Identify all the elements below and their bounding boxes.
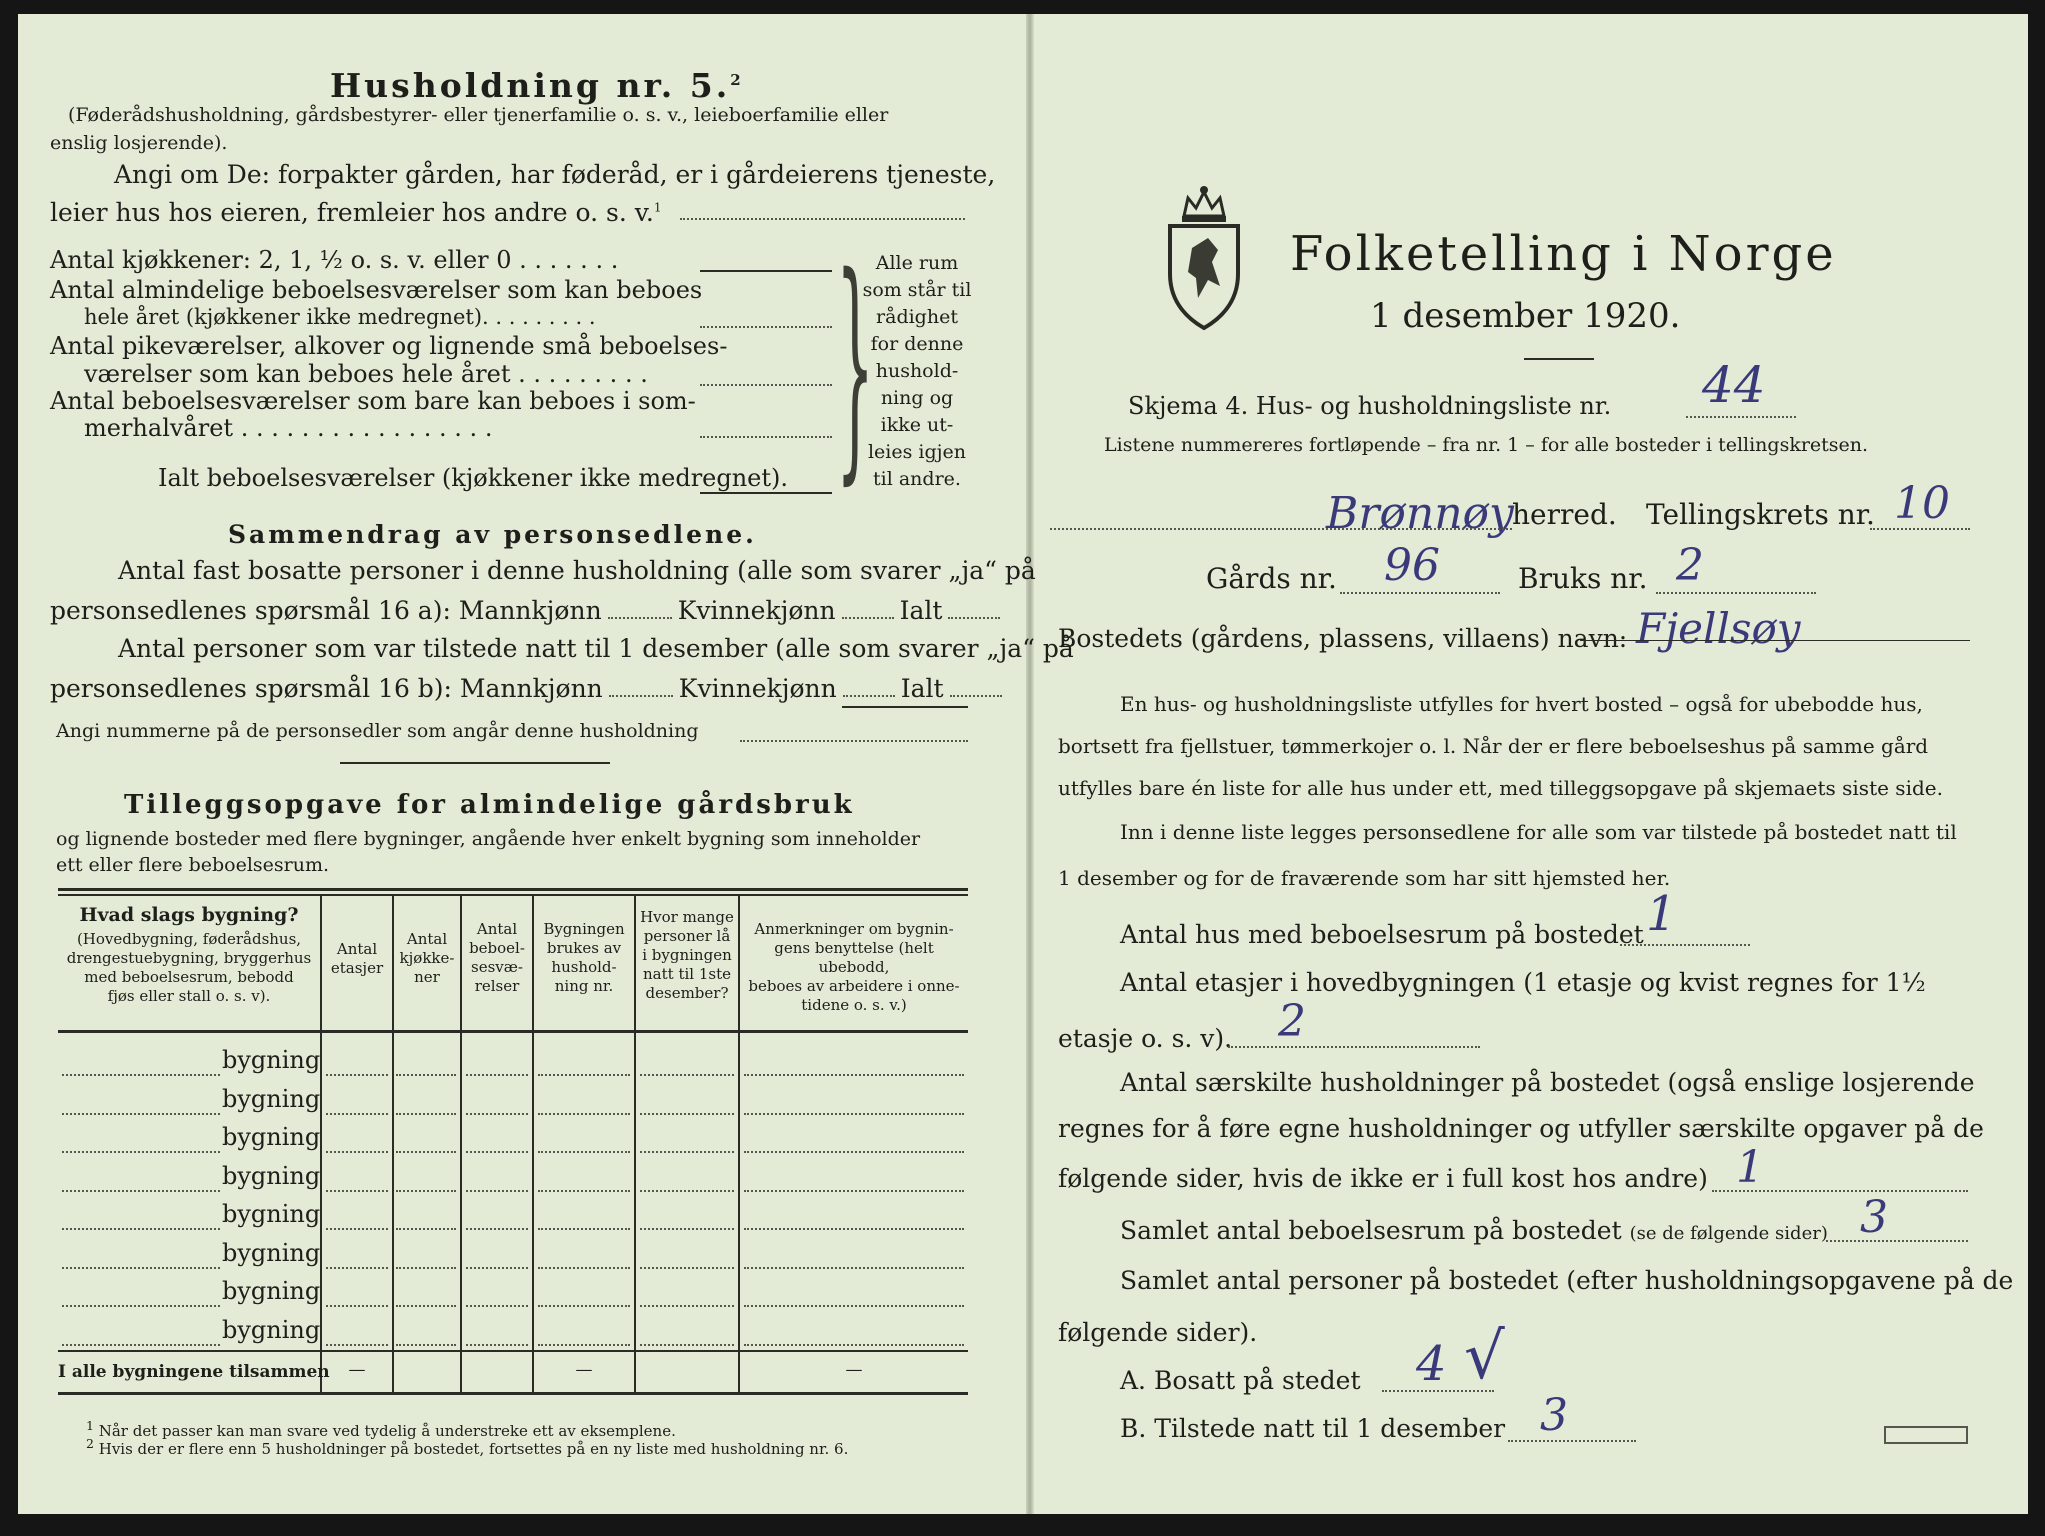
samlet-pers-line-1: Samlet antal personer på bostedet (efter husholdningsopgavene på de <box>1120 1266 2014 1295</box>
bygning-row-line <box>62 1344 220 1346</box>
table-top-rule-2 <box>58 894 968 896</box>
hus-label: Antal hus med beboelsesrum på bostedet <box>1120 920 1644 949</box>
bygning-cell-line <box>326 1267 388 1269</box>
skjema-value: 44 <box>1702 356 1766 414</box>
samlet-rum-value: 3 <box>1860 1192 1888 1243</box>
etasjer-line-1: Antal etasjer i hovedbygningen (1 etasje og kvist regnes for 1½ <box>1120 968 1926 997</box>
bygning-row-label: bygning <box>222 1046 321 1074</box>
check-mark-icon: √ <box>1464 1320 1505 1394</box>
bygning-cell-line <box>396 1190 456 1192</box>
bostedets-label: Bostedets (gårdens, plassens, villaens) navn: <box>1058 624 1628 653</box>
bygning-cell-line <box>326 1190 388 1192</box>
bygning-row-label: bygning <box>222 1239 321 1267</box>
bygning-cell-line <box>396 1074 456 1076</box>
bygning-cell-line <box>744 1190 964 1192</box>
bygning-cell-line <box>538 1305 630 1307</box>
sammendrag-line-5: Angi nummerne på de personsedler som angår denne husholdning <box>56 720 699 742</box>
tilstede-value: 3 <box>1540 1390 1568 1441</box>
bygning-cell-line <box>538 1228 630 1230</box>
bygning-cell-line <box>538 1344 630 1346</box>
bygning-cell-line <box>640 1151 734 1153</box>
bygning-row-line <box>62 1190 220 1192</box>
coat-of-arms-icon <box>1162 182 1246 332</box>
bygning-cell-line <box>466 1267 528 1269</box>
hus-value: 1 <box>1646 886 1677 942</box>
bygning-row-line <box>62 1228 220 1230</box>
brace-icon: } <box>836 225 875 505</box>
total-anmerkninger-dash: — <box>845 1360 863 1380</box>
bostedets-value: Fjellsøy <box>1636 604 1801 653</box>
census-date: 1 desember 1920. <box>1370 296 1681 336</box>
angi-line-2: leier hus hos eieren, fremleier hos andre o. s. v.$^1$ <box>50 198 662 227</box>
bygning-cell-line <box>538 1190 630 1192</box>
rooms-answer-line-3 <box>700 436 832 438</box>
total-husholdning-dash: — <box>575 1360 593 1380</box>
tillegg-title: Tilleggsopgave for almindelige gårdsbruk <box>124 790 855 820</box>
bygning-cell-line <box>326 1305 388 1307</box>
rooms-answer-line-2 <box>700 384 832 386</box>
ialt-rooms-label: Ialt beboelsesværelser (kjøkkener ikke medregnet). <box>158 464 789 492</box>
side-note: Alle rum som står til rådighet for denne hushold- ning og ikke ut- leies igjen til andre. <box>862 252 972 490</box>
rooms-line-1: Antal kjøkkener: 2, 1, ½ o. s. v. eller 0 . . . . . . . <box>50 246 619 274</box>
tillegg-line-1: og lignende bosteder med flere bygninger, angående hver enkelt bygning som inneholder <box>56 828 921 850</box>
tilstede-line <box>1508 1440 1636 1442</box>
sammendrag-title: Sammendrag av personsedlene. <box>228 520 757 549</box>
title-rule <box>1524 358 1594 360</box>
rooms-line-3: hele året (kjøkkener ikke medregnet). . . . . . . . . <box>84 305 596 329</box>
bostedets-line <box>1580 640 1970 641</box>
bygning-row-line <box>62 1074 220 1076</box>
table-header-personer: Hvor mange personer lå i bygningen natt til 1ste desember? <box>640 908 734 1002</box>
tilstede-label: B. Tilstede natt til 1 desember <box>1120 1414 1506 1443</box>
sammendrag-line-3: Antal personer som var tilstede natt til 1 desember (alle som svarer „ja“ på <box>118 634 1074 663</box>
samlet-rum-answer-line <box>1826 1240 1968 1242</box>
samlet-pers-line-2: følgende sider). <box>1058 1318 1258 1347</box>
tellingskrets-value: 10 <box>1894 478 1950 529</box>
printer-stamp <box>1884 1426 1968 1444</box>
bygning-cell-line <box>640 1190 734 1192</box>
bygning-cell-line <box>466 1344 528 1346</box>
bygning-row-line <box>62 1113 220 1115</box>
herred-value: Brønnøy <box>1326 488 1514 539</box>
bygning-cell-line <box>640 1267 734 1269</box>
bygning-row-line <box>62 1151 220 1153</box>
table-total-label: I alle bygningene tilsammen <box>58 1362 330 1382</box>
angi-line-1: Angi om De: forpakter gården, har føderåd, er i gårdeierens tjeneste, <box>114 160 996 189</box>
rooms-answer-line-1 <box>700 326 832 328</box>
bygning-cell-line <box>538 1151 630 1153</box>
husholdninger-line-1: Antal særskilte husholdninger på bostedet (også enslige losjerende <box>1120 1068 1975 1097</box>
table-col1-sub: (Hovedbygning, føderådshus, drengestuebygning, bryggerhus med beboelsesrum, bebodd fjøs eller stall o. s. v). <box>66 930 312 1005</box>
herred-line <box>1050 528 1512 530</box>
bosatt-value: 4 <box>1416 1336 1447 1392</box>
page-fold <box>1026 14 1034 1514</box>
table-header-kjokkener: Antal kjøkke- ner <box>399 930 455 986</box>
rooms-line-2: Antal almindelige beboelsesværelser som kan beboes <box>50 276 703 304</box>
bygning-row-label: bygning <box>222 1085 321 1113</box>
bygning-row-label: bygning <box>222 1162 321 1190</box>
instructions-1: En hus- og husholdningsliste utfylles for hvert bosted – også for ubebodde hus, <box>1120 692 1923 716</box>
gards-value: 96 <box>1384 540 1440 591</box>
bosatt-label: A. Bosatt på stedet <box>1120 1366 1361 1395</box>
household-title: Husholdning nr. 5.$^2$ <box>330 66 744 105</box>
husholdninger-value: 1 <box>1736 1142 1764 1193</box>
bygning-cell-line <box>640 1305 734 1307</box>
etasjer-line-2: etasje o. s. v). <box>1058 1024 1233 1053</box>
table-header-anmerkninger: Anmerkninger om bygnin- gens benyttelse (helt ubebodd, beboes av arbeidere i onne- tidene o. s. v.) <box>748 920 960 1014</box>
husholdninger-answer-line <box>1712 1190 1968 1192</box>
sammendrag-underline <box>842 706 968 708</box>
bygning-cell-line <box>466 1305 528 1307</box>
bygning-cell-line <box>538 1267 630 1269</box>
instructions-2: bortsett fra fjellstuer, tømmerkojer o. l. Når der er flere beboelseshus på samme gård <box>1058 734 1929 758</box>
tellingskrets-line <box>1870 528 1970 530</box>
herred-label: herred. <box>1512 498 1617 531</box>
bygning-cell-line <box>744 1267 964 1269</box>
bygning-row-label: bygning <box>222 1200 321 1228</box>
rooms-line-7: merhalvåret . . . . . . . . . . . . . . . . . <box>84 414 493 442</box>
bygning-row-line <box>62 1267 220 1269</box>
bygning-cell-line <box>640 1228 734 1230</box>
bygning-cell-line <box>640 1074 734 1076</box>
table-header-husholdning: Bygningen brukes av hushold- ning nr. <box>543 920 625 995</box>
gards-line <box>1340 592 1500 594</box>
instructions-5: 1 desember og for de fraværende som har sitt hjemsted her. <box>1058 866 1671 890</box>
husholdninger-line-2: regnes for å føre egne husholdninger og utfyller særskilte opgaver på de <box>1058 1114 1984 1143</box>
bygning-cell-line <box>396 1228 456 1230</box>
table-col1-title: Hvad slags bygning? <box>79 904 299 926</box>
sammendrag-line-2: personsedlenes spørsmål 16 a): Mannkjønn Kvinnekjønn Ialt <box>50 596 1000 625</box>
bygning-row-line <box>62 1305 220 1307</box>
bygning-cell-line <box>640 1113 734 1115</box>
bygning-cell-line <box>538 1113 630 1115</box>
bygning-row-label: bygning <box>222 1316 321 1344</box>
etasjer-answer-line <box>1228 1046 1480 1048</box>
table-bottom-rule <box>58 1392 968 1395</box>
bygning-cell-line <box>466 1151 528 1153</box>
bygning-cell-line <box>396 1113 456 1115</box>
bygning-cell-line <box>396 1344 456 1346</box>
ialt-rooms-answer-line <box>700 492 832 494</box>
bygning-cell-line <box>744 1228 964 1230</box>
sammendrag-line-1: Antal fast bosatte personer i denne husholdning (alle som svarer „ja“ på <box>118 556 1036 585</box>
kitchens-answer-line <box>700 270 832 272</box>
bruks-value: 2 <box>1676 540 1704 591</box>
bygning-cell-line <box>326 1344 388 1346</box>
left-page <box>18 14 1030 1514</box>
nummerne-answer-line <box>740 740 968 742</box>
census-title: Folketelling i Norge <box>1290 226 1837 282</box>
skjema-label: Skjema 4. Hus- og husholdningsliste nr. <box>1128 392 1612 420</box>
section-divider <box>340 762 610 764</box>
bygning-cell-line <box>538 1074 630 1076</box>
total-etasjer-dash: — <box>348 1360 366 1380</box>
bygning-cell-line <box>466 1113 528 1115</box>
angi-answer-line <box>680 218 965 220</box>
table-header-rule <box>58 1030 968 1033</box>
bygning-cell-line <box>744 1151 964 1153</box>
bygning-cell-line <box>466 1074 528 1076</box>
gards-label: Gårds nr. <box>1206 562 1337 595</box>
table-header-etasjer: Antal etasjer <box>330 940 384 977</box>
husholdninger-line-3: følgende sider, hvis de ikke er i full kost hos andre) <box>1058 1164 1708 1193</box>
etasjer-value: 2 <box>1278 996 1306 1047</box>
bygning-cell-line <box>326 1113 388 1115</box>
bruks-label: Bruks nr. <box>1518 562 1648 595</box>
bygning-cell-line <box>326 1074 388 1076</box>
listene-note: Listene nummereres fortløpende – fra nr. 1 – for alle bosteder i tellingskretsen. <box>1104 434 1869 456</box>
bygning-cell-line <box>326 1228 388 1230</box>
sammendrag-line-4: personsedlenes spørsmål 16 b): Mannkjønn Kvinnekjønn Ialt <box>50 674 1002 703</box>
skjema-line <box>1686 416 1796 418</box>
bygning-cell-line <box>744 1074 964 1076</box>
footnote-2: $^2$ Hvis der er flere enn 5 husholdninger på bostedet, fortsettes på en ny liste med husholdning nr. 6. <box>86 1436 849 1458</box>
rooms-line-4: Antal pikeværelser, alkover og lignende små beboelses- <box>50 332 728 360</box>
household-intro-2: enslig losjerende). <box>50 132 228 154</box>
table-header-vaerelser: Antal beboel- sesvæ- relser <box>469 920 525 995</box>
instructions-4: Inn i denne liste legges personsedlene for alle som var tilstede på bostedet natt til <box>1120 820 1957 844</box>
bruks-line <box>1656 592 1816 594</box>
bygning-cell-line <box>466 1190 528 1192</box>
bygning-cell-line <box>396 1267 456 1269</box>
table-total-rule <box>58 1350 968 1352</box>
bygning-row-label: bygning <box>222 1123 321 1151</box>
footnote-1: $^1$ Når det passer kan man svare ved tydelig å understreke ett av eksemplene. <box>86 1418 676 1440</box>
tillegg-line-2: ett eller flere beboelsesrum. <box>56 854 330 876</box>
bygning-cell-line <box>396 1151 456 1153</box>
rooms-line-5: værelser som kan beboes hele året . . . . . . . . . <box>84 360 648 388</box>
instructions-3: utfylles bare én liste for alle hus under ett, med tilleggsopgave på skjemaets siste side. <box>1058 776 1943 800</box>
bygning-cell-line <box>744 1305 964 1307</box>
bygning-cell-line <box>640 1344 734 1346</box>
table-top-rule <box>58 888 968 891</box>
household-intro-1: (Føderådshusholdning, gårdsbestyrer- eller tjenerfamilie o. s. v., leieboerfamilie eller <box>68 104 889 126</box>
hus-line <box>1620 944 1750 946</box>
samlet-rum-label: Samlet antal beboelsesrum på bostedet (se de følgende sider) <box>1120 1216 1828 1245</box>
bygning-cell-line <box>744 1344 964 1346</box>
bygning-cell-line <box>396 1305 456 1307</box>
bygning-row-label: bygning <box>222 1277 321 1305</box>
rooms-line-6: Antal beboelsesværelser som bare kan beboes i som- <box>50 387 696 415</box>
bygning-cell-line <box>744 1113 964 1115</box>
bygning-cell-line <box>466 1228 528 1230</box>
tellingskrets-label: Tellingskrets nr. <box>1646 498 1875 531</box>
bygning-cell-line <box>326 1151 388 1153</box>
